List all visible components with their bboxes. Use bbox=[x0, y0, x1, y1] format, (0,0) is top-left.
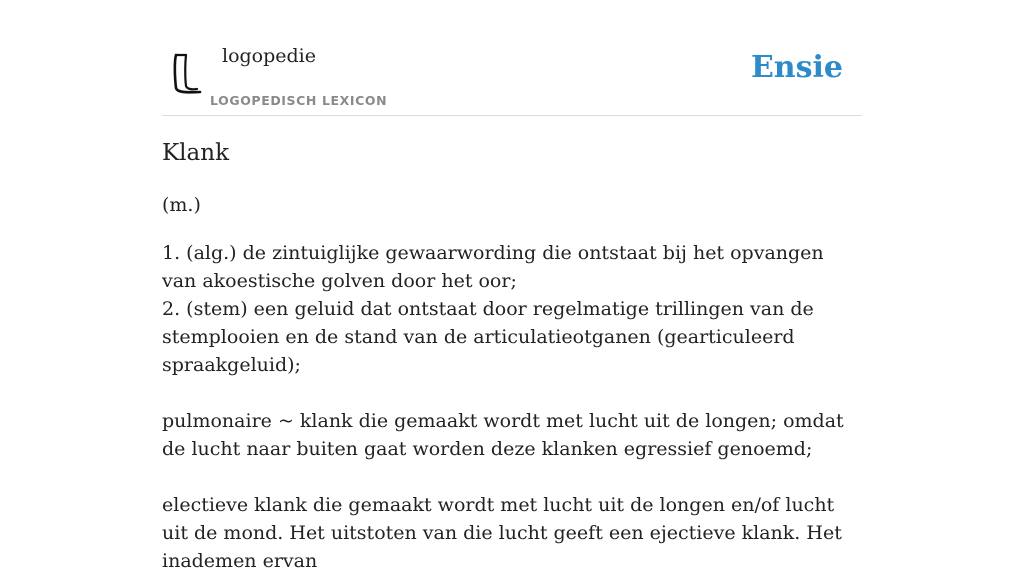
site-subtitle: LOGOPEDISCH LEXICON bbox=[210, 93, 388, 108]
paragraph-spacer bbox=[162, 463, 862, 491]
content-container bbox=[162, 0, 862, 572]
entry-title: Klank bbox=[162, 140, 230, 166]
entry-definition bbox=[162, 239, 862, 575]
definition-paragraph: 1. (alg.) de zintuiglijke gewaarwording die ontstaat bij het opvangen van akoestische golven door het oor; bbox=[162, 242, 824, 292]
definition-paragraph: electieve klank die gemaakt wordt met lucht uit de longen en/of lucht uit de mond. Het uitstoten van die lucht geeft een ejectieve klank. Het inademen ervan bbox=[162, 494, 842, 572]
header bbox=[162, 0, 862, 116]
definition-paragraph: pulmonaire ~ klank die gemaakt wordt met lucht uit de longen; omdat de lucht naar buiten gaat worden deze klanken egressief genoemd; bbox=[162, 410, 844, 460]
entry-gender: (m.) bbox=[162, 194, 201, 216]
site-name[interactable]: logopedie bbox=[222, 45, 317, 67]
definition-paragraph: 2. (stem) een geluid dat ontstaat door regelmatige trillingen van de stemplooien en de stand van de articulatieotganen (gearticuleerd spraakgeluid); bbox=[162, 298, 814, 376]
letter-l-icon[interactable] bbox=[166, 50, 204, 96]
ensie-logo-link[interactable]: Ensie bbox=[750, 50, 843, 85]
paragraph-spacer bbox=[162, 379, 862, 407]
